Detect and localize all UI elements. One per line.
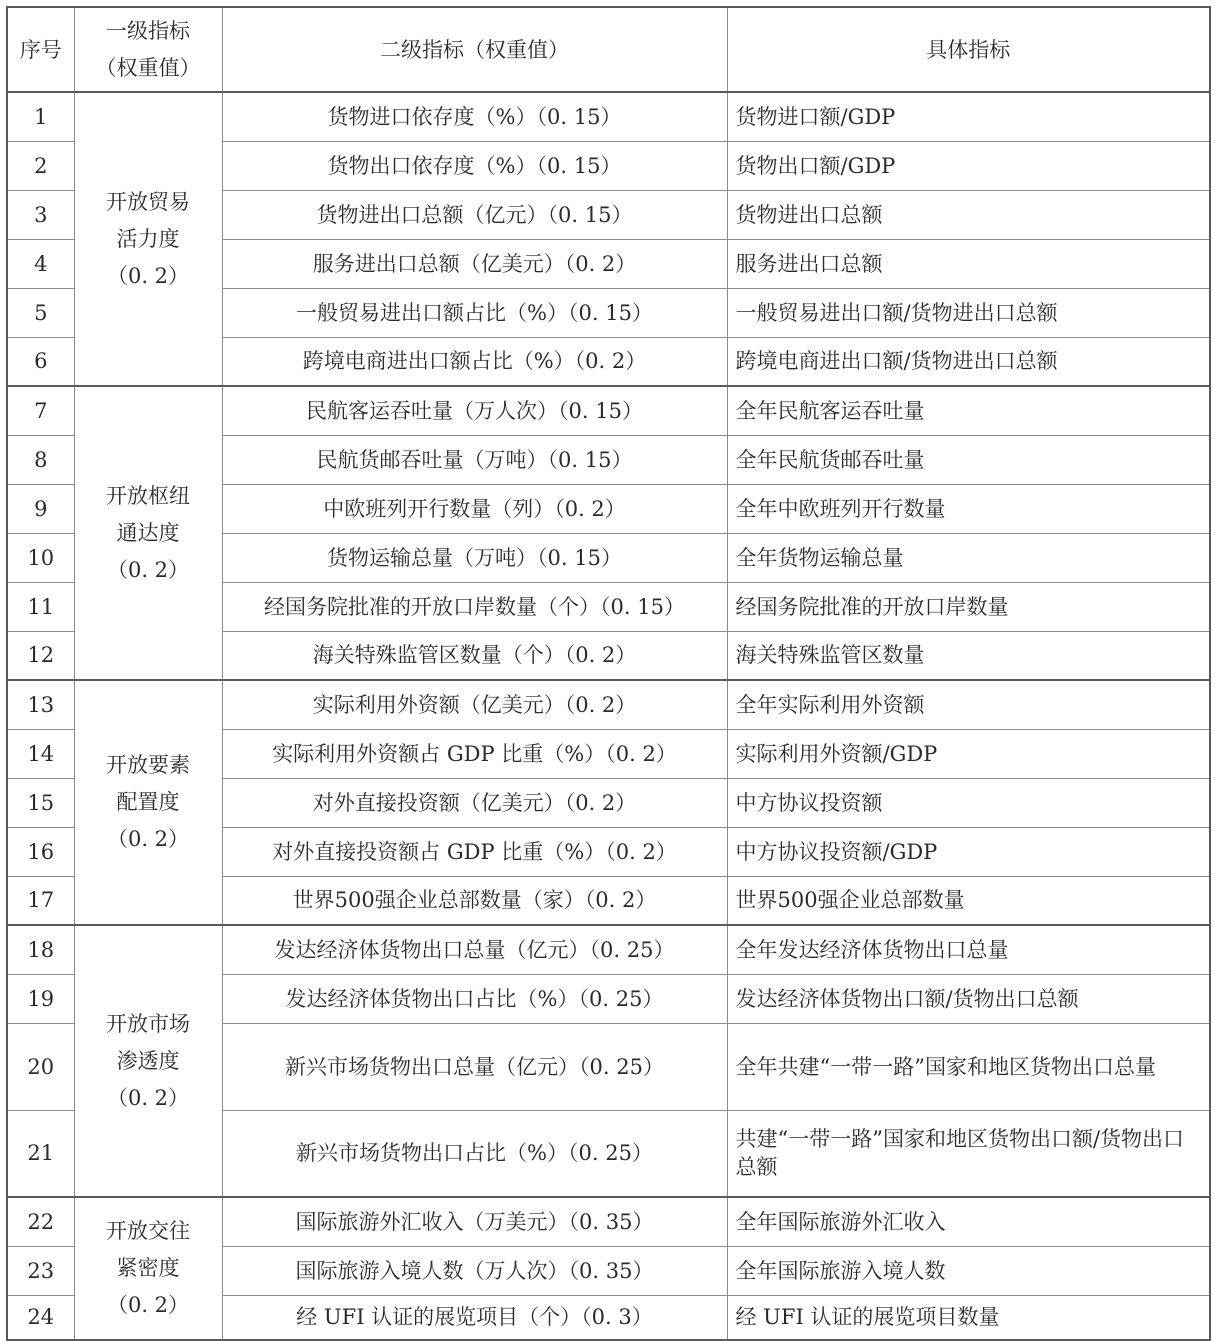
level2-cell: 民航客运吞吐量（万人次）（0. 15） bbox=[222, 386, 727, 435]
seq-cell: 10 bbox=[7, 533, 74, 582]
detail-cell: 共建“一带一路”国家和地区货物出口额/货物出口总额 bbox=[727, 1110, 1210, 1197]
level2-cell: 国际旅游入境人数（万人次）（0. 35） bbox=[222, 1246, 727, 1295]
level2-cell: 中欧班列开行数量（列）（0. 2） bbox=[222, 484, 727, 533]
seq-cell: 11 bbox=[7, 582, 74, 631]
table-row bbox=[7, 1197, 1210, 1246]
detail-cell: 服务进出口总额 bbox=[727, 239, 1210, 288]
detail-cell: 世界500强企业总部数量 bbox=[727, 876, 1210, 925]
level2-cell: 对外直接投资额占 GDP 比重（%）（0. 2） bbox=[222, 827, 727, 876]
detail-cell: 实际利用外资额/GDP bbox=[727, 729, 1210, 778]
seq-cell: 5 bbox=[7, 288, 74, 337]
header-row bbox=[7, 7, 1210, 92]
table-row bbox=[7, 925, 1210, 974]
level1-name-line1: 开放贸易 bbox=[106, 189, 190, 214]
seq-cell: 17 bbox=[7, 876, 74, 925]
header-level1-line1: 一级指标 bbox=[106, 18, 190, 43]
detail-cell: 全年发达经济体货物出口总量 bbox=[727, 925, 1210, 974]
seq-cell: 19 bbox=[7, 974, 74, 1023]
level1-weight: （0. 2） bbox=[106, 1085, 190, 1110]
detail-cell: 一般贸易进出口额/货物进出口总额 bbox=[727, 288, 1210, 337]
detail-cell: 全年实际利用外资额 bbox=[727, 680, 1210, 729]
detail-cell: 经 UFI 认证的展览项目数量 bbox=[727, 1295, 1210, 1340]
level2-cell: 一般贸易进出口额占比（%）（0. 15） bbox=[222, 288, 727, 337]
level1-name-line2: 活力度 bbox=[116, 226, 180, 251]
header-level1 bbox=[74, 7, 222, 92]
indicator-table bbox=[6, 6, 1211, 1341]
level1-name-line1: 开放交往 bbox=[106, 1219, 190, 1243]
seq-cell: 20 bbox=[7, 1023, 74, 1110]
detail-cell: 全年共建“一带一路”国家和地区货物出口总量 bbox=[727, 1023, 1210, 1110]
level1-name-line2: 配置度 bbox=[116, 790, 180, 814]
table-row bbox=[7, 386, 1210, 435]
detail-cell: 跨境电商进出口额/货物进出口总额 bbox=[727, 337, 1210, 386]
seq-cell: 6 bbox=[7, 337, 74, 386]
seq-cell: 21 bbox=[7, 1110, 74, 1197]
level2-cell: 新兴市场货物出口占比（%）（0. 25） bbox=[222, 1110, 727, 1197]
level2-cell: 国际旅游外汇收入（万美元）（0. 35） bbox=[222, 1197, 727, 1246]
seq-cell: 15 bbox=[7, 778, 74, 827]
level2-cell: 民航货邮吞吐量（万吨）（0. 15） bbox=[222, 435, 727, 484]
level2-cell: 实际利用外资额（亿美元）（0. 2） bbox=[222, 680, 727, 729]
seq-cell: 8 bbox=[7, 435, 74, 484]
level2-cell: 发达经济体货物出口总量（亿元）（0. 25） bbox=[222, 925, 727, 974]
detail-cell: 发达经济体货物出口额/货物出口总额 bbox=[727, 974, 1210, 1023]
level1-weight: （0. 2） bbox=[106, 1293, 190, 1317]
level2-cell: 海关特殊监管区数量（个）（0. 2） bbox=[222, 631, 727, 680]
level2-cell: 跨境电商进出口额占比（%）（0. 2） bbox=[222, 337, 727, 386]
seq-cell: 13 bbox=[7, 680, 74, 729]
seq-cell: 23 bbox=[7, 1246, 74, 1295]
level2-cell: 货物运输总量（万吨）（0. 15） bbox=[222, 533, 727, 582]
detail-cell: 海关特殊监管区数量 bbox=[727, 631, 1210, 680]
level1-name-line1: 开放市场 bbox=[106, 1011, 190, 1036]
seq-cell: 18 bbox=[7, 925, 74, 974]
level1-cell bbox=[74, 386, 222, 680]
header-level1-line2: （权重值） bbox=[95, 55, 201, 80]
seq-cell: 1 bbox=[7, 92, 74, 141]
table-body bbox=[7, 92, 1210, 1340]
detail-cell: 经国务院批准的开放口岸数量 bbox=[727, 582, 1210, 631]
level2-cell: 世界500强企业总部数量（家）（0. 2） bbox=[222, 876, 727, 925]
seq-cell: 3 bbox=[7, 190, 74, 239]
level2-cell: 实际利用外资额占 GDP 比重（%）（0. 2） bbox=[222, 729, 727, 778]
detail-cell: 全年国际旅游外汇收入 bbox=[727, 1197, 1210, 1246]
level1-name-line1: 开放要素 bbox=[106, 753, 190, 777]
level1-cell bbox=[74, 92, 222, 386]
seq-cell: 9 bbox=[7, 484, 74, 533]
detail-cell: 中方协议投资额/GDP bbox=[727, 827, 1210, 876]
seq-cell: 12 bbox=[7, 631, 74, 680]
seq-cell: 4 bbox=[7, 239, 74, 288]
detail-cell: 货物进口额/GDP bbox=[727, 92, 1210, 141]
level1-name-line1: 开放枢纽 bbox=[106, 483, 190, 508]
detail-cell: 全年中欧班列开行数量 bbox=[727, 484, 1210, 533]
level1-name-line2: 通达度 bbox=[116, 520, 180, 545]
level1-weight: （0. 2） bbox=[106, 263, 190, 288]
header-detail: 具体指标 bbox=[727, 7, 1210, 92]
detail-cell: 全年民航货邮吞吐量 bbox=[727, 435, 1210, 484]
level2-cell: 服务进出口总额（亿美元）（0. 2） bbox=[222, 239, 727, 288]
seq-cell: 14 bbox=[7, 729, 74, 778]
level2-cell: 发达经济体货物出口占比（%）（0. 25） bbox=[222, 974, 727, 1023]
level2-cell: 对外直接投资额（亿美元）（0. 2） bbox=[222, 778, 727, 827]
seq-cell: 16 bbox=[7, 827, 74, 876]
detail-cell: 货物出口额/GDP bbox=[727, 141, 1210, 190]
detail-cell: 中方协议投资额 bbox=[727, 778, 1210, 827]
table-row bbox=[7, 92, 1210, 141]
level1-cell bbox=[74, 1197, 222, 1340]
level1-name-line2: 紧密度 bbox=[116, 1256, 180, 1280]
header-level2: 二级指标（权重值） bbox=[222, 7, 727, 92]
level1-weight: （0. 2） bbox=[106, 557, 190, 582]
level1-weight: （0. 2） bbox=[106, 827, 190, 851]
level1-cell bbox=[74, 925, 222, 1197]
table-row bbox=[7, 680, 1210, 729]
level2-cell: 经 UFI 认证的展览项目（个）（0. 3） bbox=[222, 1295, 727, 1340]
level1-name-line2: 渗透度 bbox=[116, 1048, 180, 1073]
header-seq: 序号 bbox=[7, 7, 74, 92]
detail-cell: 全年货物运输总量 bbox=[727, 533, 1210, 582]
level2-cell: 货物进口依存度（%）（0. 15） bbox=[222, 92, 727, 141]
seq-cell: 24 bbox=[7, 1295, 74, 1340]
level2-cell: 货物进出口总额（亿元）（0. 15） bbox=[222, 190, 727, 239]
seq-cell: 7 bbox=[7, 386, 74, 435]
level2-cell: 新兴市场货物出口总量（亿元）（0. 25） bbox=[222, 1023, 727, 1110]
level2-cell: 经国务院批准的开放口岸数量（个）（0. 15） bbox=[222, 582, 727, 631]
level1-cell bbox=[74, 680, 222, 925]
detail-cell: 全年国际旅游入境人数 bbox=[727, 1246, 1210, 1295]
seq-cell: 2 bbox=[7, 141, 74, 190]
detail-cell: 货物进出口总额 bbox=[727, 190, 1210, 239]
detail-cell: 全年民航客运吞吐量 bbox=[727, 386, 1210, 435]
level2-cell: 货物出口依存度（%）（0. 15） bbox=[222, 141, 727, 190]
seq-cell: 22 bbox=[7, 1197, 74, 1246]
